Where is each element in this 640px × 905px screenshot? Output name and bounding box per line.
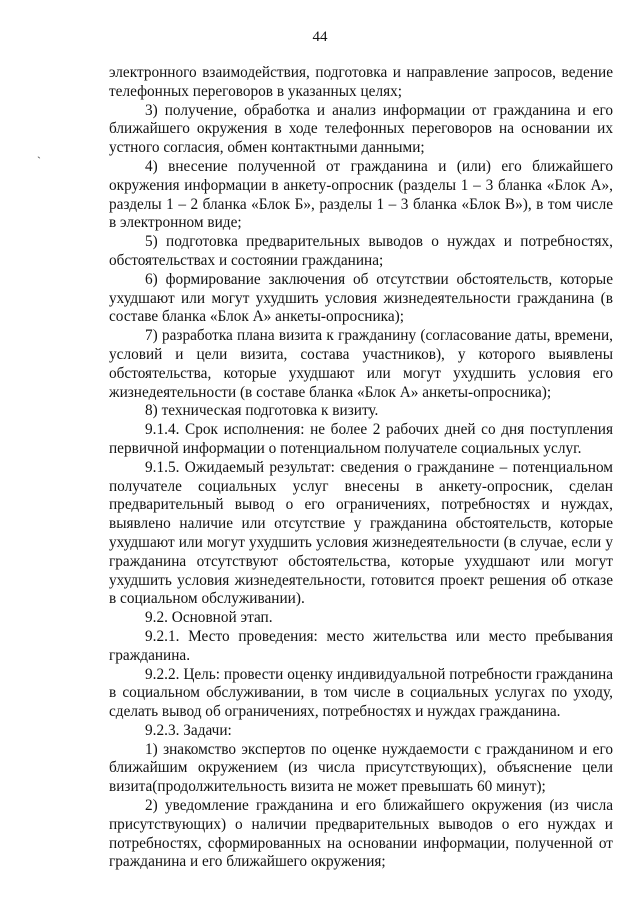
scan-artifact-mark: ` [37,154,41,168]
paragraph-item-7: 7) разработка плана визита к гражданину (согласование даты, времени, условий и цели визита, состава участников), у которого выявлены обстоятельства, которые ухудшают или могут ухудшить условия его жизнедеятельности (в составе бланка «Блок А» анкеты-опросника); [109,327,613,401]
paragraph-9-1-4: 9.1.4. Срок исполнения: не более 2 рабочих дней со дня поступления первичной информации о потенциальном получателе социальных услуг. [109,421,613,457]
paragraph-item-4: 4) внесение полученной от гражданина и (или) его ближайшего окружения информации в анкету-опросник (разделы 1 – 3 бланка «Блок А», разделы 1 – 2 бланка «Блок Б», разделы 1 – 3 бланка «Блок В»), в том числе в электронном виде; [109,157,613,232]
paragraph-task-1: 1) знакомство экспертов по оценке нуждаемости с гражданином и его ближайшим окружением (из числа присутствующих), объяснение цели визита(продолжительность визита не может превышать 60 минут); [109,740,613,796]
paragraph-item-8: 8) техническая подготовка к визиту. [145,402,379,420]
paragraph-item-5: 5) подготовка предварительных выводов о нуждах и потребностях, обстоятельствах и состоянии гражданина; [109,233,613,269]
paragraph-task-2: 2) уведомление гражданина и его ближайшего окружения (из числа присутствующих) о наличии предварительных выводов о его нуждах и потребностях, сформированных на основании информации, полученной от гражданина и его ближайшего окружения; [109,797,613,871]
paragraph-continuation: электронного взаимодействия, подготовка и направление запросов, ведение телефонных переговоров в указанных целях; [109,64,613,100]
document-body [109,64,613,872]
paragraph-item-6: 6) формирование заключения об отсутствии обстоятельств, которые ухудшают или могут ухудшить условия жизнедеятельности гражданина (в составе бланка «Блок А» анкеты-опросника); [109,270,613,326]
page-number: 44 [312,29,328,45]
paragraph-9-2-3: 9.2.3. Задачи: [145,721,232,739]
paragraph-9-1-5: 9.1.5. Ожидаемый результат: сведения о гражданине – потенциальном получателе социальных услуг внесены в анкету-опросник, сделан предварительный вывод о его ограничениях, потребностях и нуждах, выявлено наличие или отсутствие у гражданина обстоятельств, которые ухудшают или могут ухудшить условия жизнедеятельности (в случае, если у гражданина отсутствуют обстоятельства, которые ухудшают или могут ухудшить условия жизнедеятельности, готовится проект решения об отказе в социальном обслуживании). [109,458,613,608]
paragraph-9-2-1: 9.2.1. Место проведения: место жительства или место пребывания гражданина. [109,627,613,664]
paragraph-9-2-2: 9.2.2. Цель: провести оценку индивидуальной потребности гражданина в социальном обслуживании, в том числе в социальных услугах по уходу, сделать вывод об ограничениях, потребностях и нуждах гражданина. [109,665,613,721]
paragraph-item-3: 3) получение, обработка и анализ информации от гражданина и его ближайшего окружения в ходе телефонных переговоров на основании их устного согласия, обмен контактными данными; [109,101,613,157]
paragraph-9-2: 9.2. Основной этап. [145,609,273,627]
